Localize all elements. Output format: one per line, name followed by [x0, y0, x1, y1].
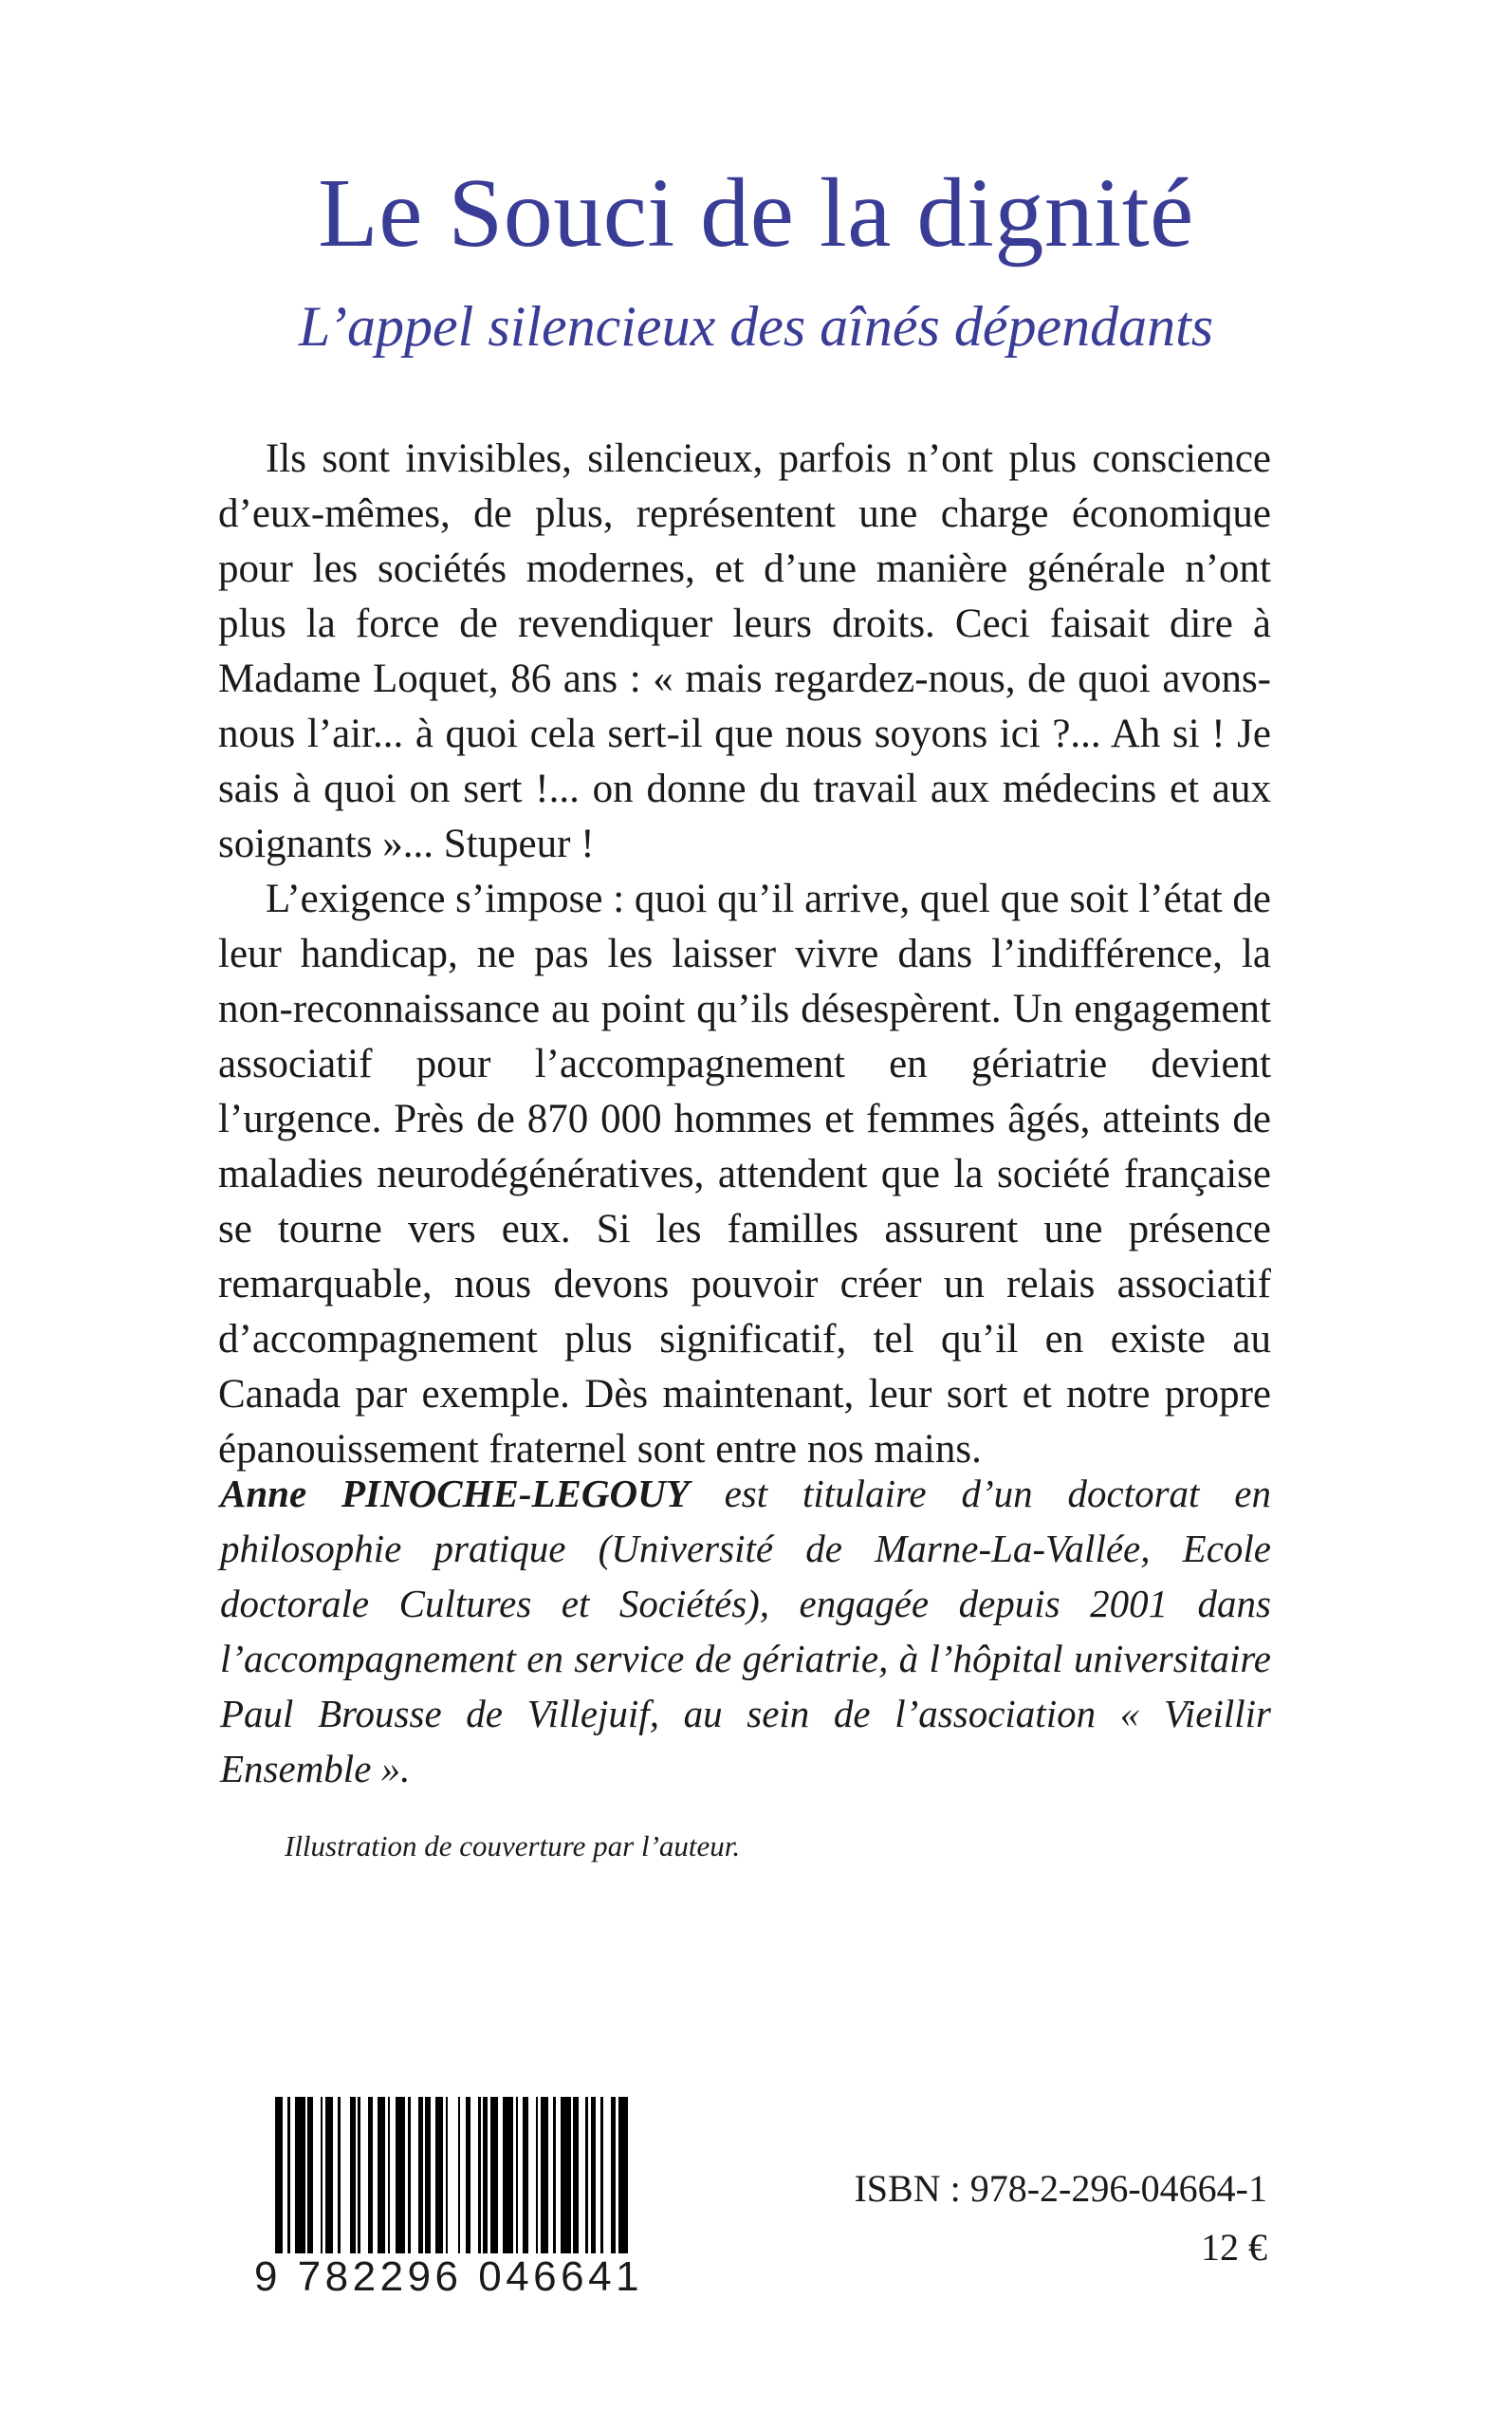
- barcode-space: [313, 2097, 321, 2253]
- barcode-space: [628, 2097, 631, 2253]
- barcode-bar: [275, 2097, 283, 2253]
- barcode-digits: 9 782296 046641: [254, 2253, 644, 2300]
- barcode-bar: [295, 2097, 305, 2253]
- barcode-bar: [490, 2097, 498, 2253]
- author-name: Anne PINOCHE-LEGOUY: [220, 1472, 690, 1515]
- barcode-bar: [325, 2097, 333, 2253]
- price: 12 €: [1201, 2226, 1267, 2269]
- back-cover-blurb: [218, 432, 1271, 1477]
- barcode-bar: [561, 2097, 571, 2253]
- barcode-space: [528, 2097, 536, 2253]
- barcode-space: [470, 2097, 478, 2253]
- blurb-paragraph-2: L’exigence s’impose : quoi qu’il arrive, quel que soit l’état de leur handicap, ne pas les laisser vivre dans l’indifférence, la non-reconnaissance au point qu’ils désespèrent. Un engagement associatif pour l’accompagnement en gériatrie devient l’urgence. Près de 870 000 hommes et femmes âgés, atteints de maladies neurodégénératives, attendent que la société française se tourne vers eux. Si les familles assurent une présence remarquable, nous devons pouvoir créer un relais associatif d’accompagnement plus significatif, tel qu’il en existe au Canada par exemple. Dès maintenant, leur sort et notre propre épanouissement fraternel sont entre nos mains.: [218, 877, 1271, 1472]
- barcode-space: [579, 2097, 586, 2253]
- author-bio: [220, 1466, 1271, 1796]
- cover-illustration-credit: Illustration de couverture par l’auteur.: [285, 1829, 741, 1862]
- barcode-space: [341, 2097, 351, 2253]
- isbn-number: ISBN : 978-2-296-04664-1: [854, 2167, 1267, 2210]
- barcode-space: [448, 2097, 458, 2253]
- blurb-paragraph-1: Ils sont invisibles, silencieux, parfois n’ont plus conscience d’eux-mêmes, de plus, représentent une charge économique pour les sociétés modernes, et d’une manière générale n’ont plus la force de revendiquer leurs droits. Ceci faisait dire à Madame Loquet, 86 ans : « mais regardez-nous, de quoi avons-nous l’air... à quoi cela sert-il que nous soyons ici ?... Ah si ! Je sais à quoi on sert !... on donne du travail aux médecins et aux soignants »... Stupeur !: [218, 436, 1271, 866]
- book-subtitle: L’appel silencieux des aînés dépendants: [298, 295, 1214, 358]
- barcode-bar: [435, 2097, 443, 2253]
- barcode-space: [411, 2097, 418, 2253]
- barcode-bar: [378, 2097, 385, 2253]
- book-title: Le Souci de la dignité: [318, 158, 1194, 268]
- barcode-bar: [618, 2097, 629, 2253]
- barcode-bar: [396, 2097, 406, 2253]
- author-bio-text: est titulaire d’un doctorat en philosophie pratique (Université de Marne-La-Vallée, Ecole doctorale Cultures et Sociétés), engagée depuis 2001 dans l’accompagnement en service de gériatrie, à l’hôpital universitaire Paul Brousse de Villejuif, au sein de l’association « Vieillir Ensemble ».: [220, 1472, 1271, 1790]
- barcode-bar: [503, 2097, 513, 2253]
- barcode-bars: [275, 2097, 631, 2253]
- barcode-bar: [541, 2097, 548, 2253]
- barcode-space: [603, 2097, 611, 2253]
- isbn-barcode: [254, 2097, 653, 2301]
- barcode-space: [360, 2097, 368, 2253]
